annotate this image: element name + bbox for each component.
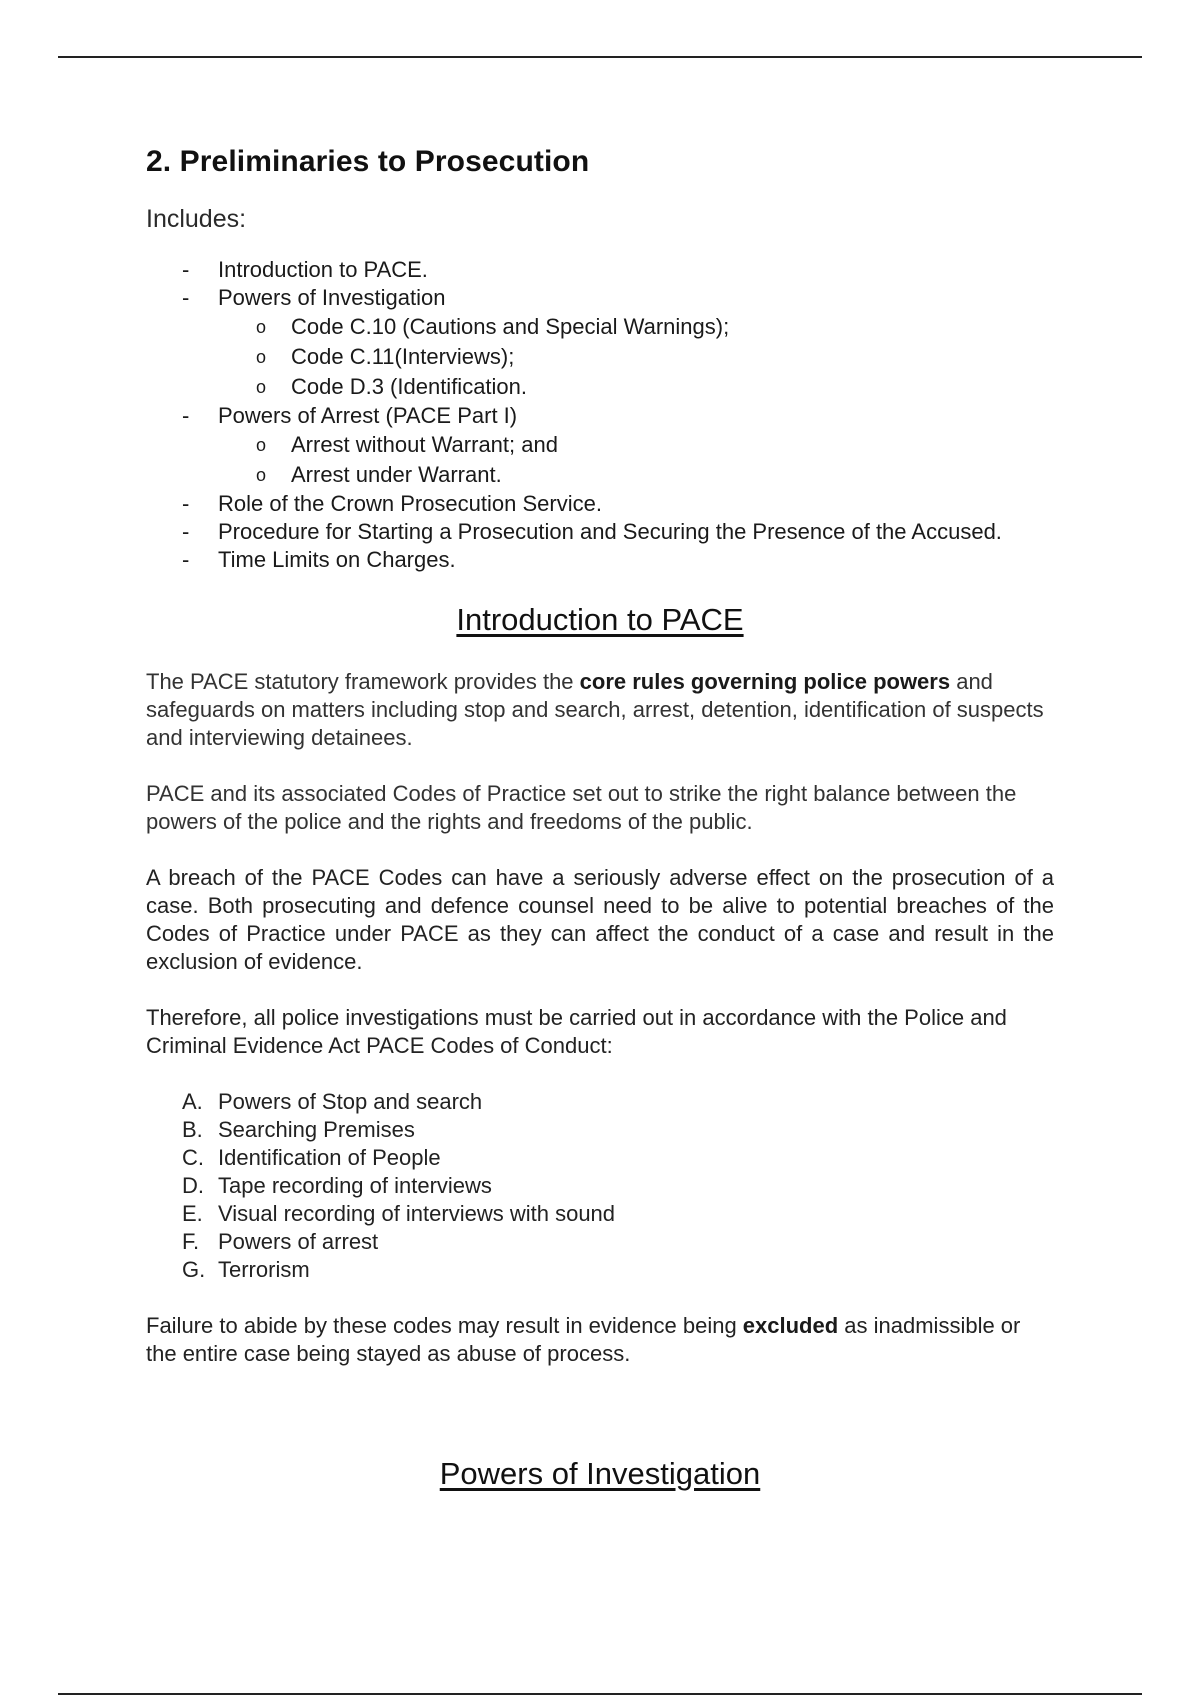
list-letter: A. (182, 1089, 203, 1114)
list-letter: G. (182, 1257, 206, 1282)
circle-bullet-icon: o (256, 347, 267, 367)
sub-topic-text: Code C.10 (Cautions and Special Warnings); (291, 314, 730, 339)
list-item (146, 256, 1054, 284)
paragraph-text: Failure to abide by these codes may result in evidence being (146, 1313, 743, 1338)
sub-topic-text: Code C.11(Interviews); (291, 344, 515, 369)
list-item (146, 490, 1054, 518)
list-item (146, 1172, 1054, 1200)
paragraph-failure (146, 1312, 1054, 1368)
paragraph-balance: PACE and its associated Codes of Practice set out to strike the right balance between the powers of the police and the rights and freedoms of the public. (146, 781, 1017, 834)
dash-bullet: - (182, 547, 190, 572)
bold-text: excluded (742, 1313, 839, 1338)
sub-list-item (218, 372, 1054, 402)
list-letter: E. (182, 1201, 203, 1226)
topic-text: Powers of Arrest (PACE Part I) (218, 403, 518, 428)
paragraph-text: The PACE statutory framework provides the (146, 669, 580, 694)
list-item (146, 284, 1054, 402)
paragraph-text: as inadmissible or the entire case being stayed as abuse of process. (146, 1313, 1021, 1366)
circle-bullet-icon: o (256, 317, 267, 337)
codes-list (146, 1088, 1054, 1284)
circle-bullet-icon: o (256, 435, 267, 455)
dash-bullet: - (182, 519, 190, 544)
list-item (146, 1200, 1054, 1228)
includes-label: Includes: (146, 205, 247, 233)
list-item (146, 402, 1054, 490)
topic-text: Role of the Crown Prosecution Service. (218, 491, 602, 516)
dash-bullet: - (182, 491, 190, 516)
dash-bullet: - (182, 285, 190, 310)
sub-list-item (218, 430, 1054, 460)
sub-list (218, 430, 1054, 490)
paragraph-text: and safeguards on matters including stop and search, arrest, detention, identification of suspects and interviewing detainees. (146, 669, 1044, 750)
topic-text: Procedure for Starting a Prosecution and Securing the Presence of the Accused. (218, 519, 1002, 544)
list-letter: C. (182, 1145, 204, 1170)
header-rule (58, 56, 1142, 58)
list-item (146, 1256, 1054, 1284)
topic-text: Introduction to PACE. (218, 257, 428, 282)
sub-list-item (218, 460, 1054, 490)
sub-topic-text: Arrest without Warrant; and (291, 432, 558, 457)
list-item (146, 1228, 1054, 1256)
list-item (146, 518, 1054, 546)
paragraph-framework (146, 668, 1054, 752)
dash-bullet: - (182, 257, 190, 282)
topic-text: Powers of Investigation (218, 285, 446, 310)
sub-list (218, 312, 1054, 402)
code-text: Tape recording of interviews (218, 1173, 492, 1198)
list-item (146, 1116, 1054, 1144)
sub-list-item (218, 342, 1054, 372)
code-text: Terrorism (218, 1257, 310, 1282)
code-text: Powers of arrest (218, 1229, 379, 1254)
list-letter: D. (182, 1173, 204, 1198)
code-text: Searching Premises (218, 1117, 415, 1142)
sub-topic-text: Code D.3 (Identification. (291, 374, 528, 399)
circle-bullet-icon: o (256, 465, 267, 485)
document-page (146, 145, 1054, 1492)
section-heading-powers-of-investigation: Powers of Investigation (439, 1456, 761, 1491)
list-item (146, 1088, 1054, 1116)
dash-bullet: - (182, 403, 190, 428)
code-text: Powers of Stop and search (218, 1089, 483, 1114)
page-title: 2. Preliminaries to Prosecution (146, 145, 590, 178)
footer-rule (58, 1693, 1142, 1695)
code-text: Visual recording of interviews with sound (218, 1201, 616, 1226)
bold-text: core rules governing police powers (579, 669, 951, 694)
list-item (146, 546, 1054, 574)
paragraph-therefore: Therefore, all police investigations must be carried out in accordance with the Police and Criminal Evidence Act PACE Codes of Conduct: (146, 1005, 1007, 1058)
list-letter: F. (182, 1229, 200, 1254)
section-heading-introduction: Introduction to PACE (456, 602, 744, 637)
list-letter: B. (182, 1117, 203, 1142)
circle-bullet-icon: o (256, 377, 267, 397)
sub-list-item (218, 312, 1054, 342)
list-item (146, 1144, 1054, 1172)
paragraph-breach: A breach of the PACE Codes can have a seriously adverse effect on the prosecution of a case. Both prosecuting and defence counsel need to be alive to potential breaches of the Codes of Practice under PACE as they can affect the conduct of a case and result in the exclusion of evidence. (146, 865, 1054, 974)
topic-text: Time Limits on Charges. (218, 547, 456, 572)
topic-list (146, 256, 1054, 574)
code-text: Identification of People (218, 1145, 441, 1170)
sub-topic-text: Arrest under Warrant. (291, 462, 502, 487)
